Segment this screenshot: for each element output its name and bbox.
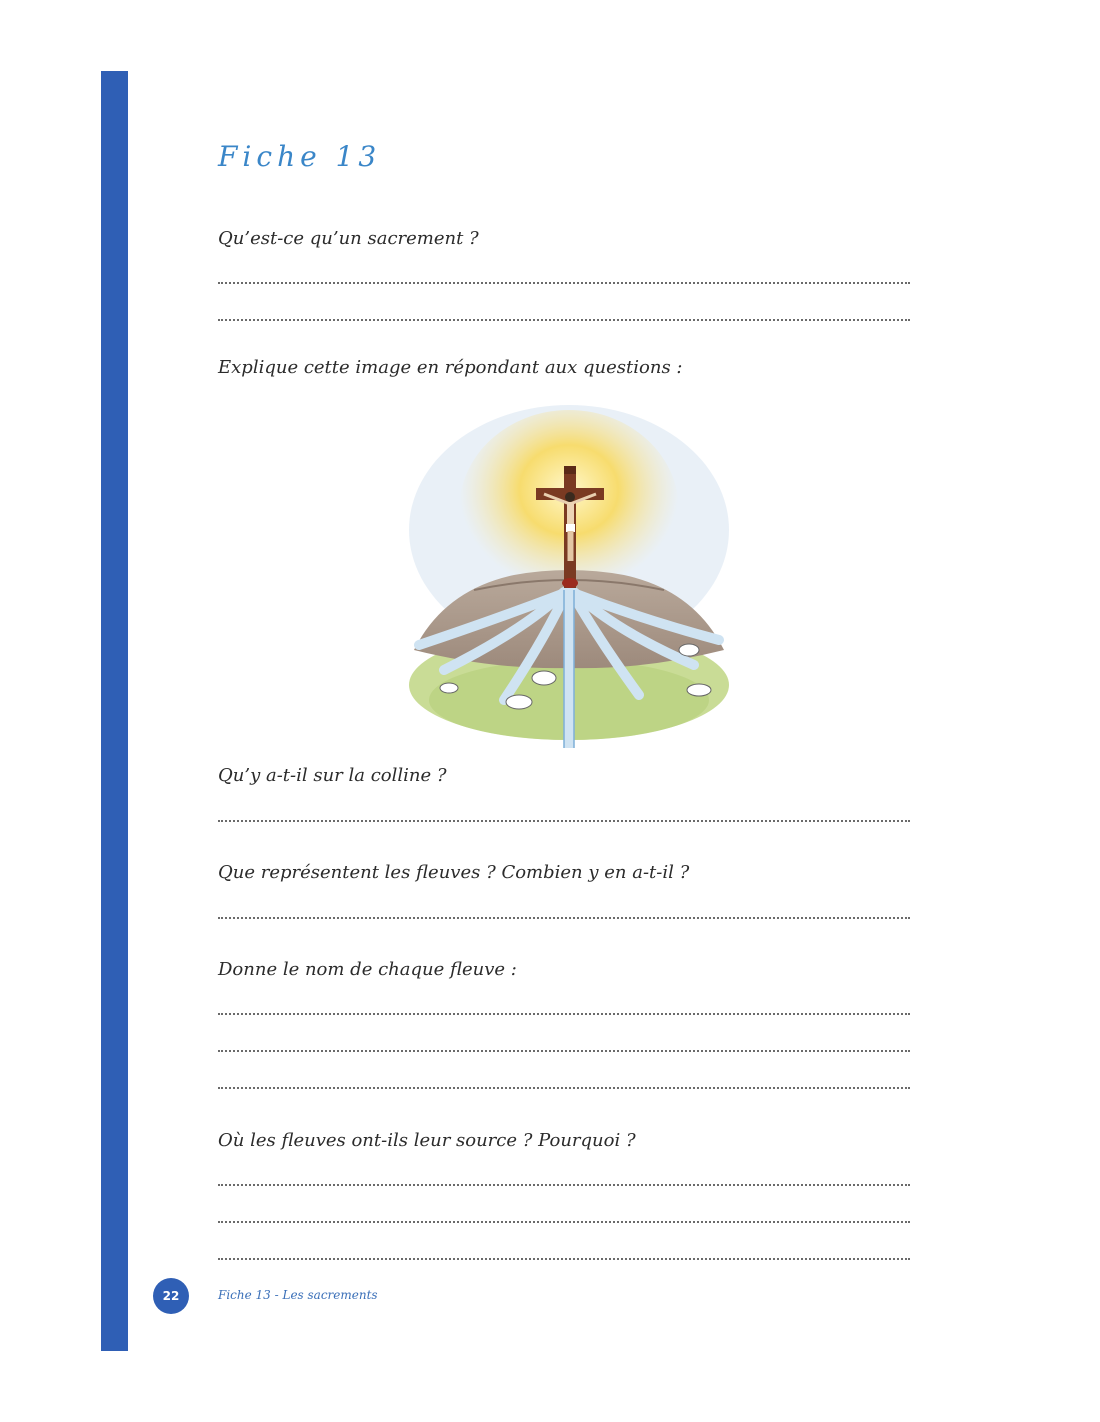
page-title: Fiche 13 (218, 140, 382, 173)
question-4: Que représentent les fleuves ? Combien y en a-t-il ? (218, 862, 690, 883)
answer-line[interactable] (218, 1013, 910, 1015)
answer-line[interactable] (218, 1087, 910, 1089)
question-1: Qu’est-ce qu’un sacrement ? (218, 228, 479, 249)
side-accent-bar (101, 71, 128, 1351)
answer-line[interactable] (218, 917, 910, 919)
question-3: Qu’y a-t-il sur la colline ? (218, 765, 447, 786)
question-6: Où les fleuves ont-ils leur source ? Pourquoi ? (218, 1130, 636, 1151)
question-5: Donne le nom de chaque fleuve : (218, 959, 517, 980)
answer-line[interactable] (218, 1258, 910, 1260)
answer-line[interactable] (218, 1184, 910, 1186)
crucifix-hill-illustration (404, 400, 734, 748)
answer-line[interactable] (218, 1221, 910, 1223)
answer-line[interactable] (218, 820, 910, 822)
answer-line[interactable] (218, 1050, 910, 1052)
answer-line[interactable] (218, 319, 910, 321)
running-footer: Fiche 13 - Les sacrements (218, 1288, 378, 1302)
answer-line[interactable] (218, 282, 910, 284)
question-2: Explique cette image en répondant aux questions : (218, 357, 683, 378)
page-number-badge: 22 (153, 1278, 189, 1314)
